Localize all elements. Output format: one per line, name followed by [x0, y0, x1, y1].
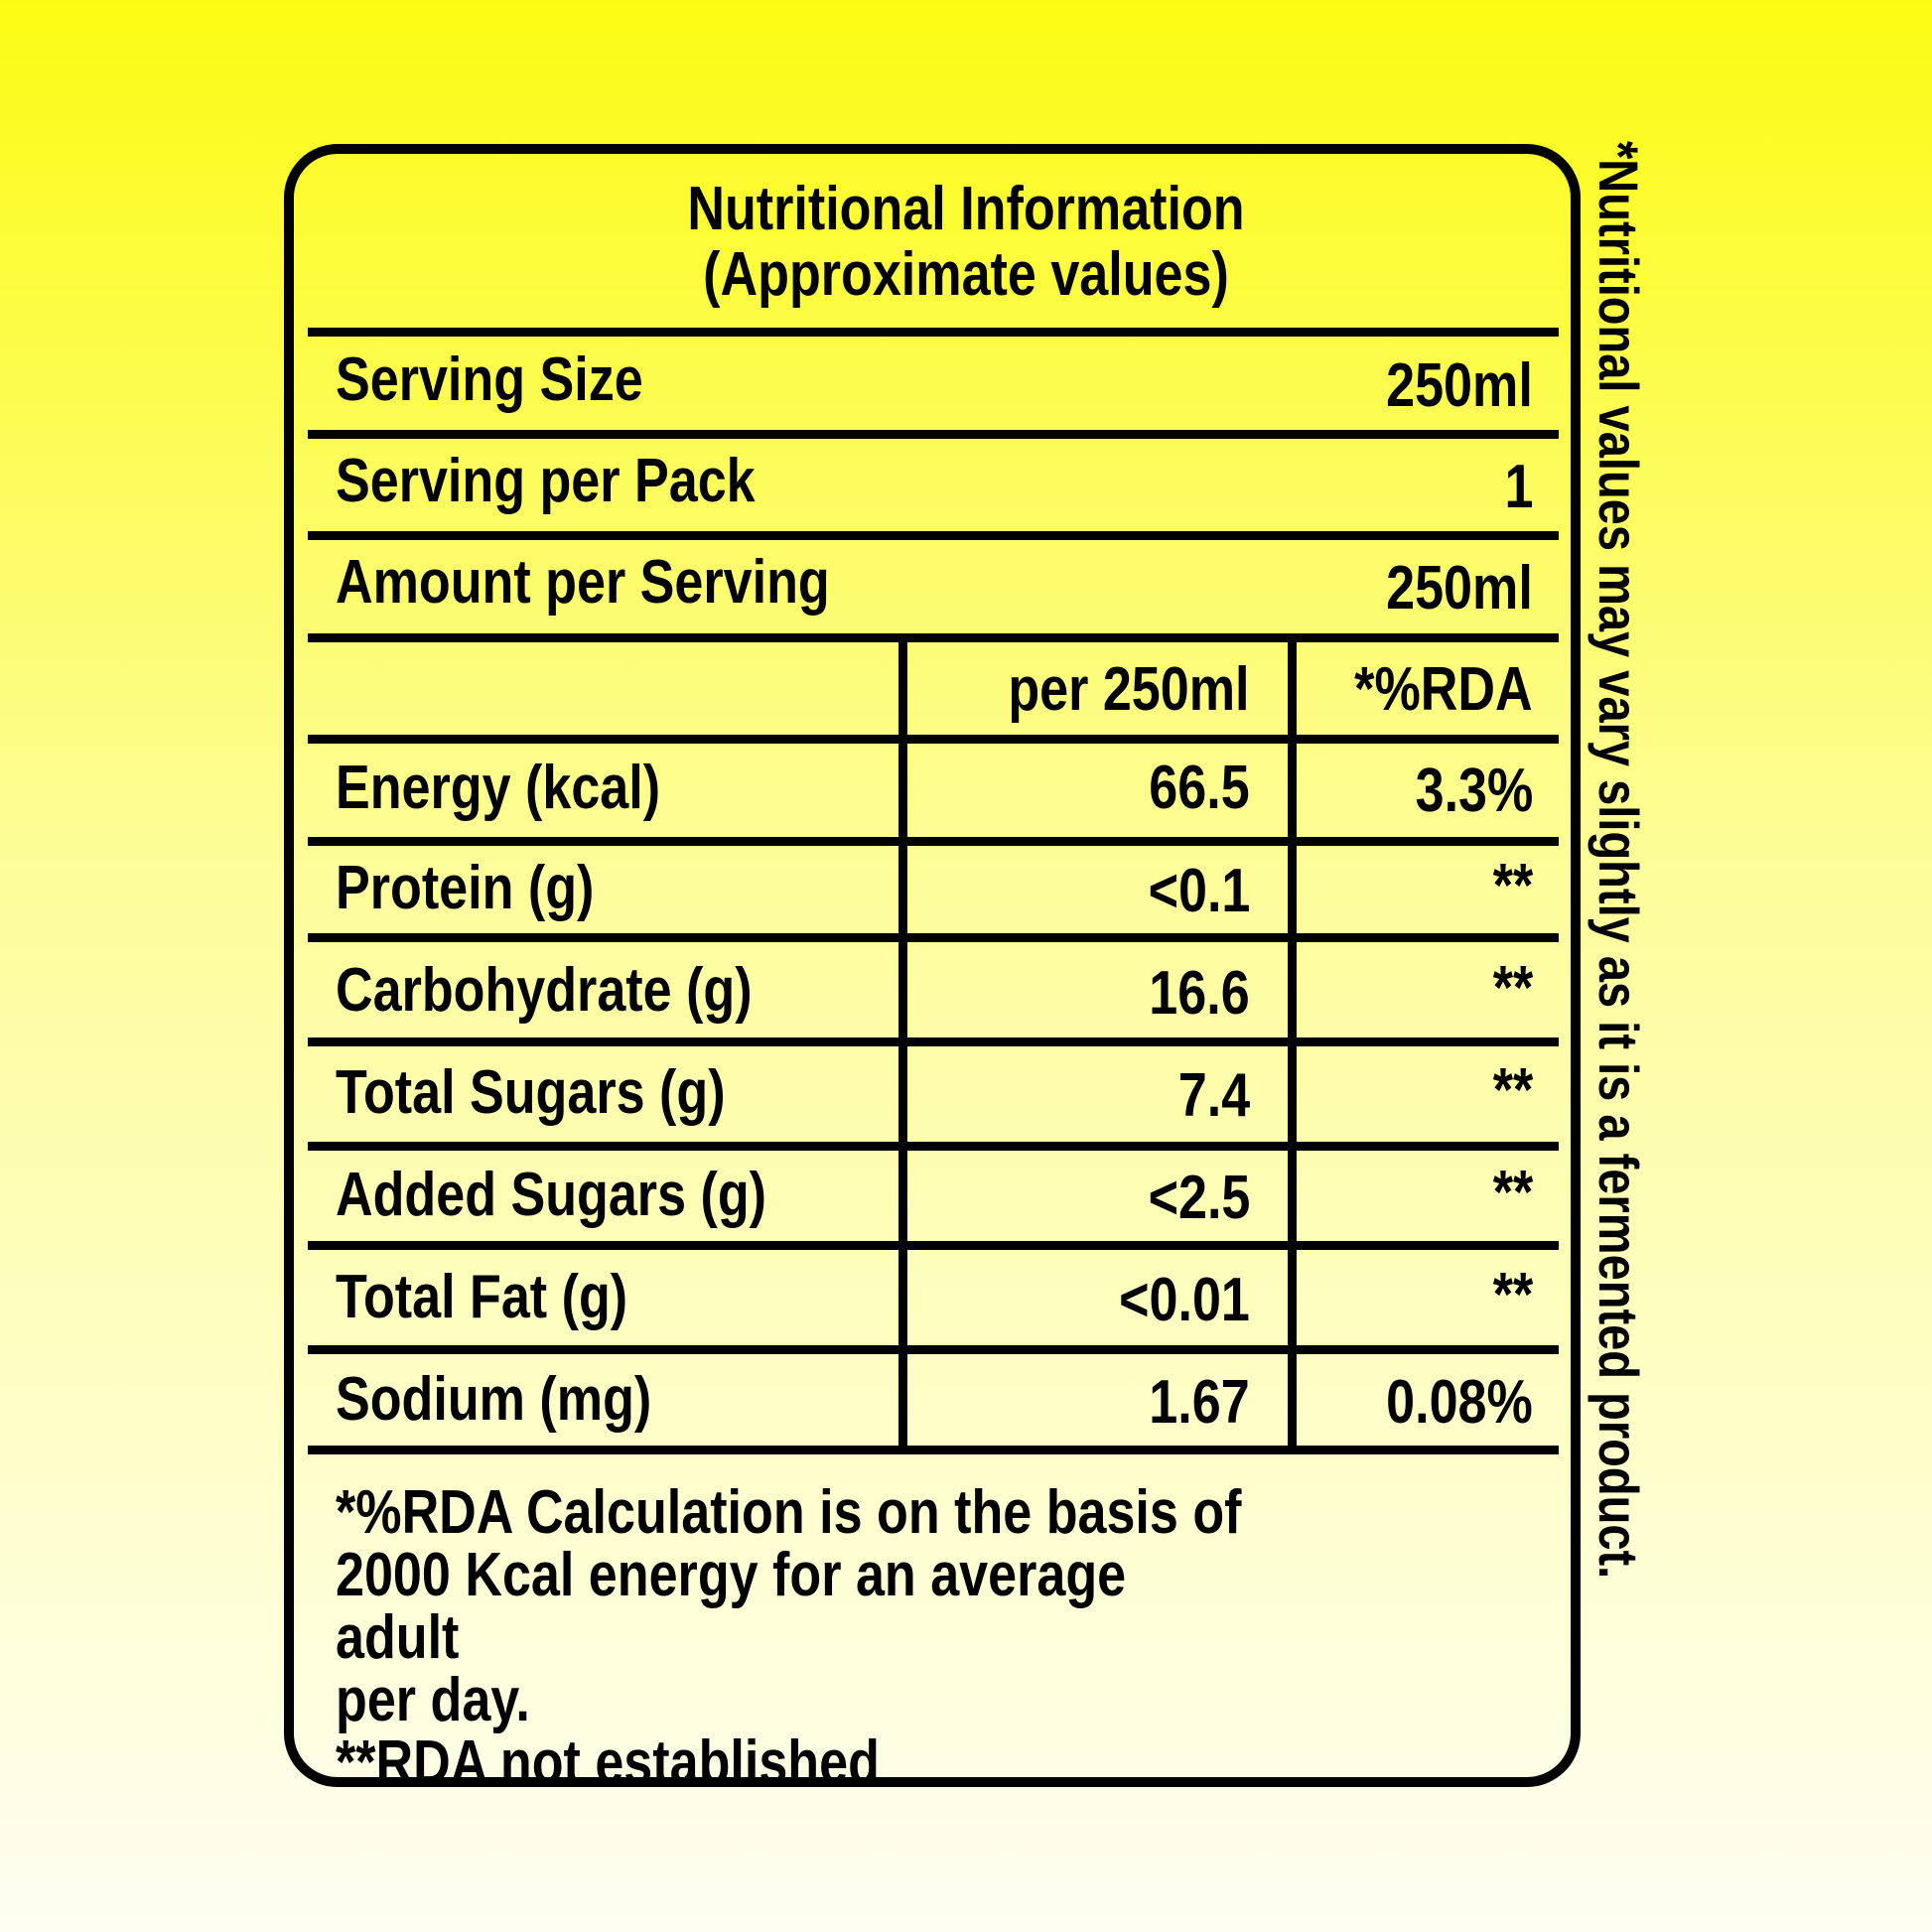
- footnote-line: 2000 Kcal energy for an average adult: [336, 1541, 1141, 1672]
- panel-subtitle: (Approximate values): [703, 240, 1229, 309]
- serving-size-value: 250ml: [1386, 351, 1533, 420]
- nutrient-rda: 3.3%: [1415, 757, 1533, 825]
- nutrient-label: Energy (kcal): [336, 754, 661, 822]
- divider: [308, 933, 1559, 942]
- column-divider: [1288, 641, 1297, 1449]
- amount-per-serving-value: 250ml: [1386, 554, 1533, 622]
- nutrient-value: <0.01: [1119, 1266, 1250, 1334]
- nutrient-label: Protein (g): [336, 854, 595, 922]
- fermented-product-note: *Nutritional values may vary slightly as it is a fermented product.: [1587, 141, 1650, 1580]
- divider: [308, 633, 1559, 642]
- nutrient-label: Total Fat (g): [336, 1263, 628, 1331]
- nutrient-rda: **: [1492, 852, 1533, 920]
- divider: [308, 1446, 1559, 1454]
- servings-per-pack-value: 1: [1504, 453, 1533, 521]
- nutrient-value: 1.67: [1149, 1368, 1250, 1437]
- divider: [308, 735, 1559, 744]
- divider: [308, 328, 1559, 337]
- nutrient-rda: **: [1492, 1261, 1533, 1329]
- divider: [308, 430, 1559, 439]
- serving-size-label: Serving Size: [336, 345, 643, 414]
- column-divider: [898, 641, 907, 1449]
- nutrient-label: Carbohydrate (g): [336, 956, 753, 1025]
- nutrient-value: 16.6: [1149, 959, 1250, 1028]
- divider: [308, 837, 1559, 846]
- nutrient-value: 7.4: [1177, 1061, 1250, 1130]
- panel-title: Nutritional Information: [687, 175, 1245, 243]
- rda-footnote: [336, 1478, 1253, 1797]
- nutrient-rda: **: [1492, 1056, 1533, 1125]
- amount-per-serving-label: Amount per Serving: [336, 548, 830, 617]
- footnote-line: *%RDA Calculation is on the basis of: [336, 1478, 1242, 1547]
- servings-per-pack-label: Serving per Pack: [336, 447, 756, 515]
- column-header-per: per 250ml: [1008, 655, 1250, 724]
- nutrient-rda: **: [1492, 954, 1533, 1023]
- nutrient-value: <2.5: [1148, 1164, 1250, 1232]
- divider: [308, 1037, 1559, 1046]
- divider: [308, 1142, 1559, 1151]
- nutrient-label: Sodium (mg): [336, 1365, 652, 1434]
- nutrient-rda: **: [1492, 1159, 1533, 1227]
- nutrient-label: Total Sugars (g): [336, 1058, 726, 1127]
- nutrient-rda: 0.08%: [1386, 1368, 1533, 1437]
- footnote-line: **RDA not established: [336, 1728, 880, 1797]
- nutrient-label: Added Sugars (g): [336, 1161, 767, 1229]
- divider: [308, 531, 1559, 540]
- divider: [308, 1241, 1559, 1250]
- footnote-line: per day.: [336, 1666, 530, 1734]
- column-header-rda: *%RDA: [1354, 655, 1533, 724]
- nutrient-value: 66.5: [1149, 754, 1250, 822]
- nutrient-value: <0.1: [1148, 857, 1250, 925]
- divider: [308, 1345, 1559, 1354]
